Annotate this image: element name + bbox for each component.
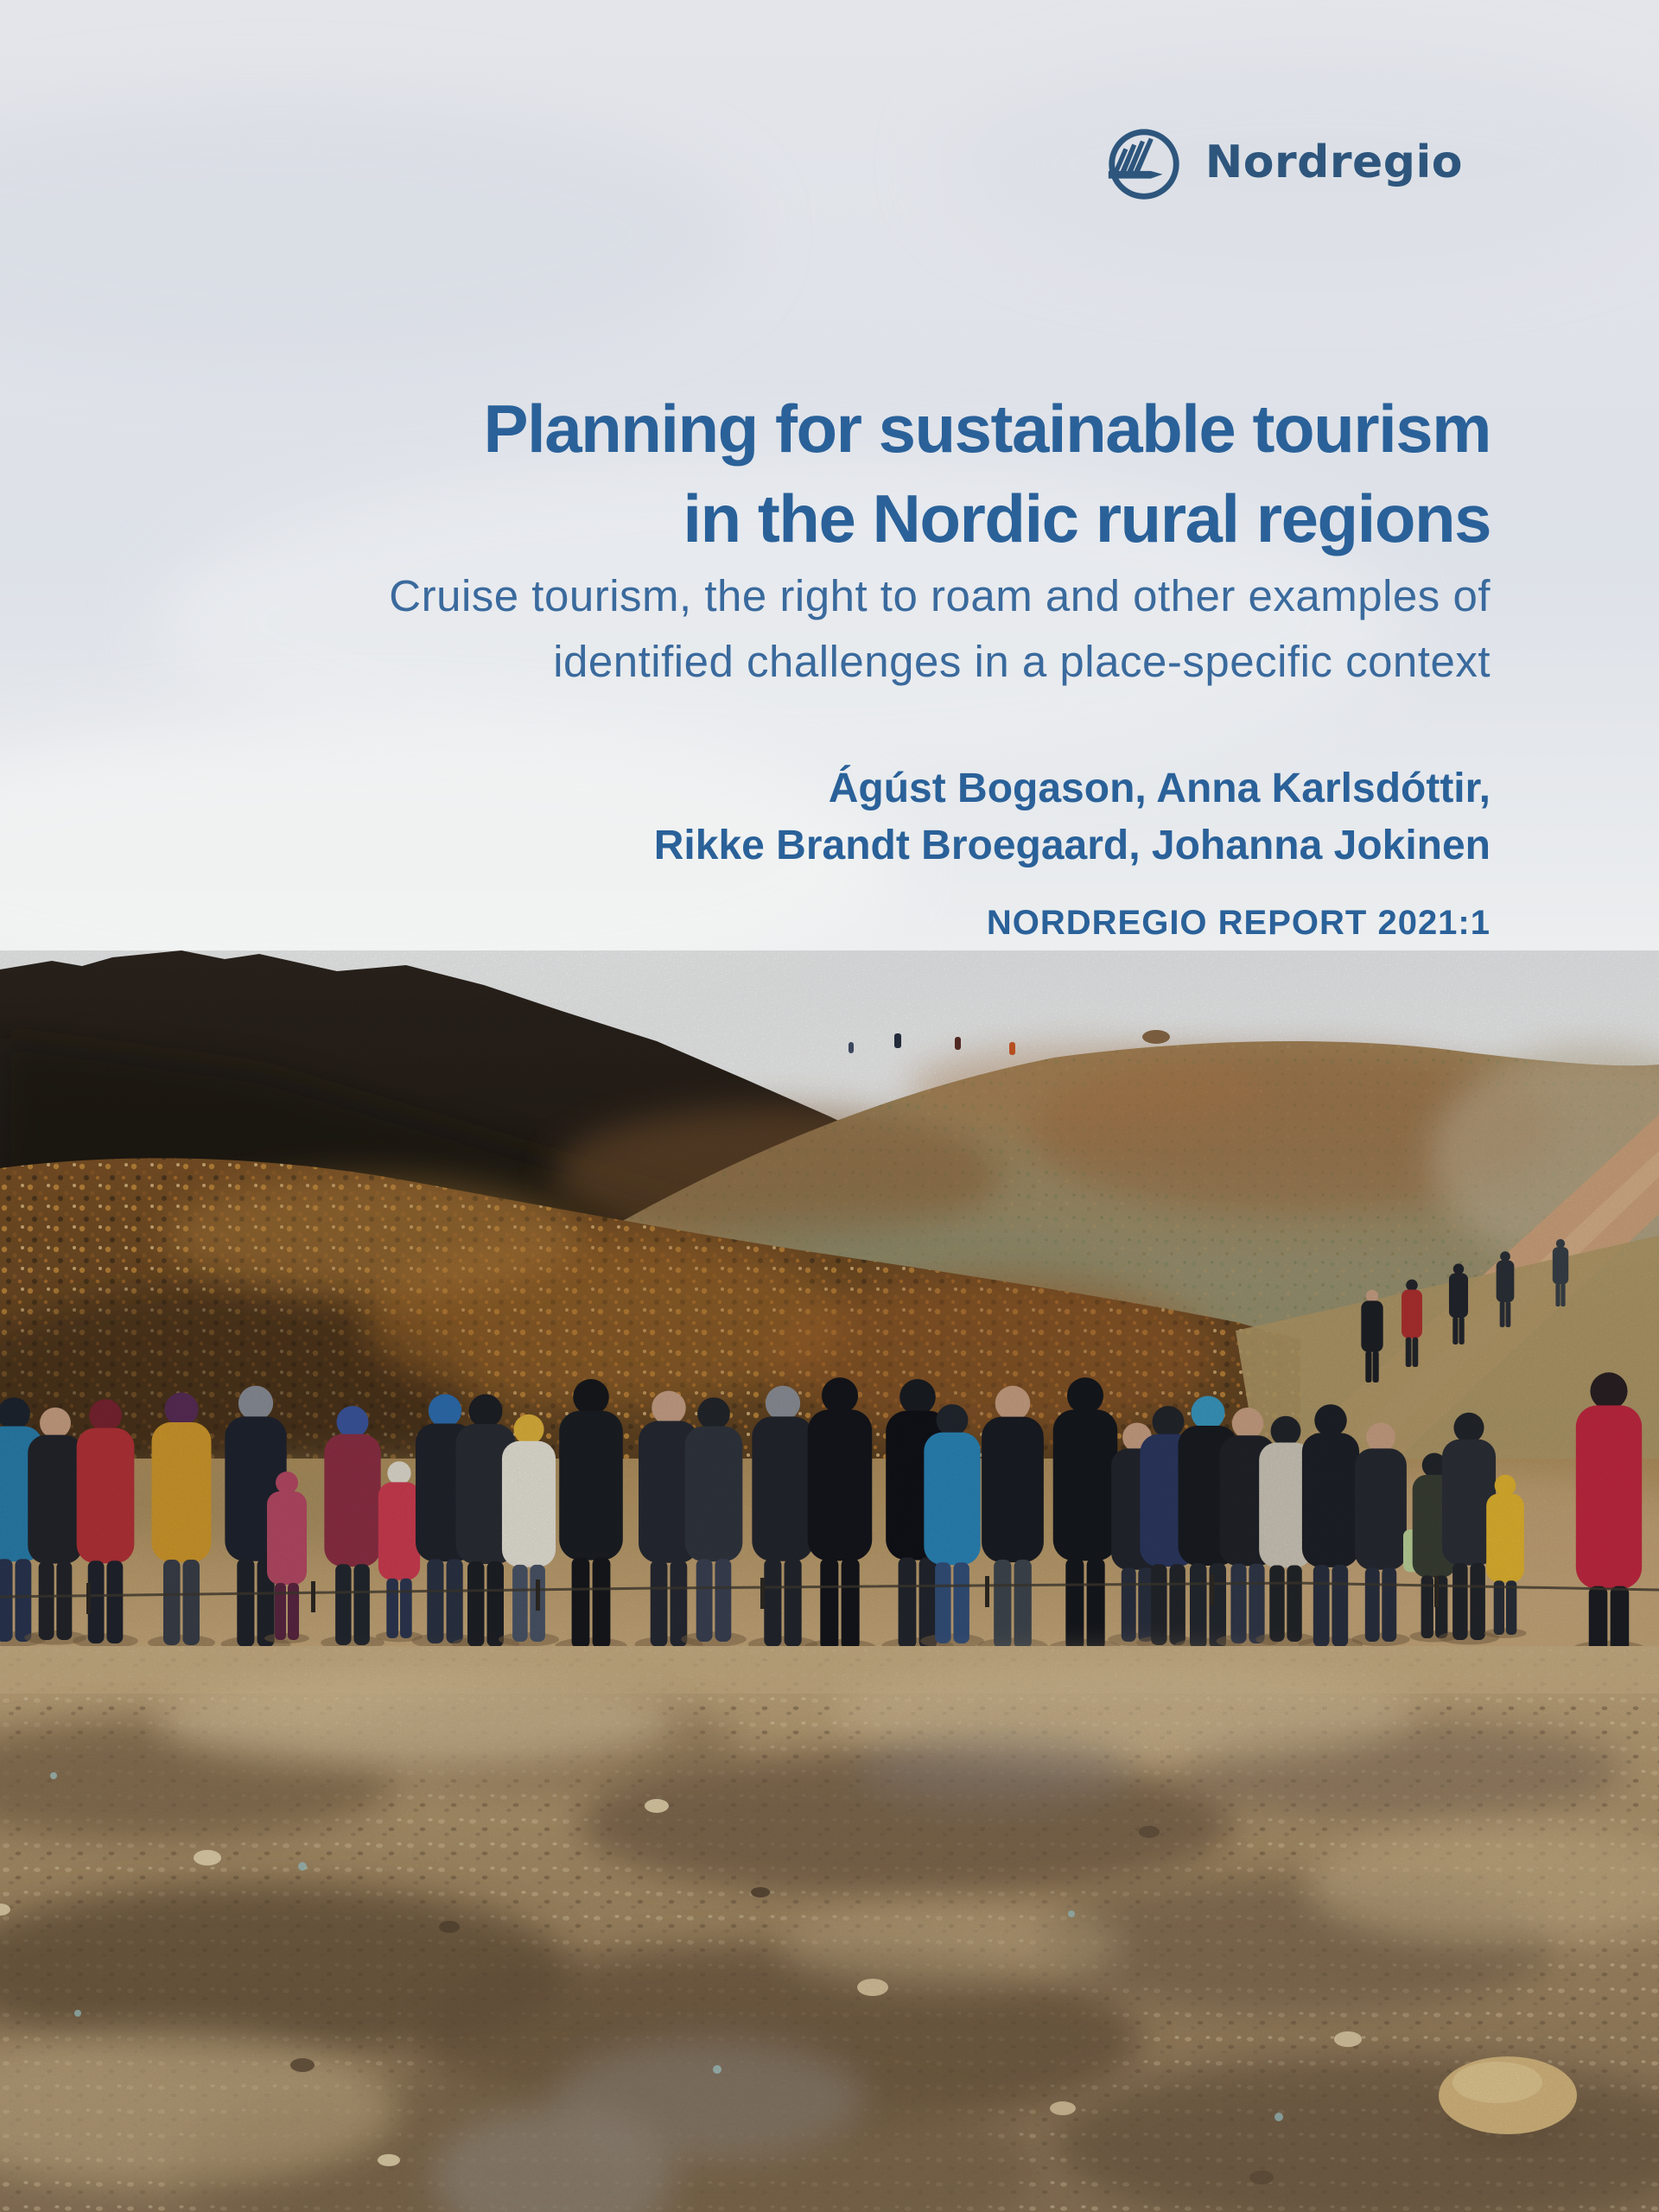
report-series-label: NORDREGIO REPORT 2021:1 [986, 904, 1491, 942]
report-subtitle [389, 563, 1491, 695]
title-line-2: in the Nordic rural regions [683, 480, 1491, 556]
nordregio-logo [1102, 123, 1463, 207]
report-title [484, 384, 1491, 563]
title-line-1: Planning for sustainable tourism [483, 391, 1491, 467]
nordic-swan-icon [1102, 123, 1186, 207]
subtitle-line-1: Cruise tourism, the right to roam and other examples of [389, 571, 1491, 620]
report-authors [654, 760, 1491, 874]
brand-wordmark: Nordregio [1205, 137, 1463, 188]
authors-line-1: Ágúst Bogason, Anna Karlsdóttir, [828, 766, 1491, 811]
authors-line-2: Rikke Brandt Broegaard, Johanna Jokinen [653, 823, 1491, 868]
subtitle-line-2: identified challenges in a place-specific context [553, 637, 1491, 686]
